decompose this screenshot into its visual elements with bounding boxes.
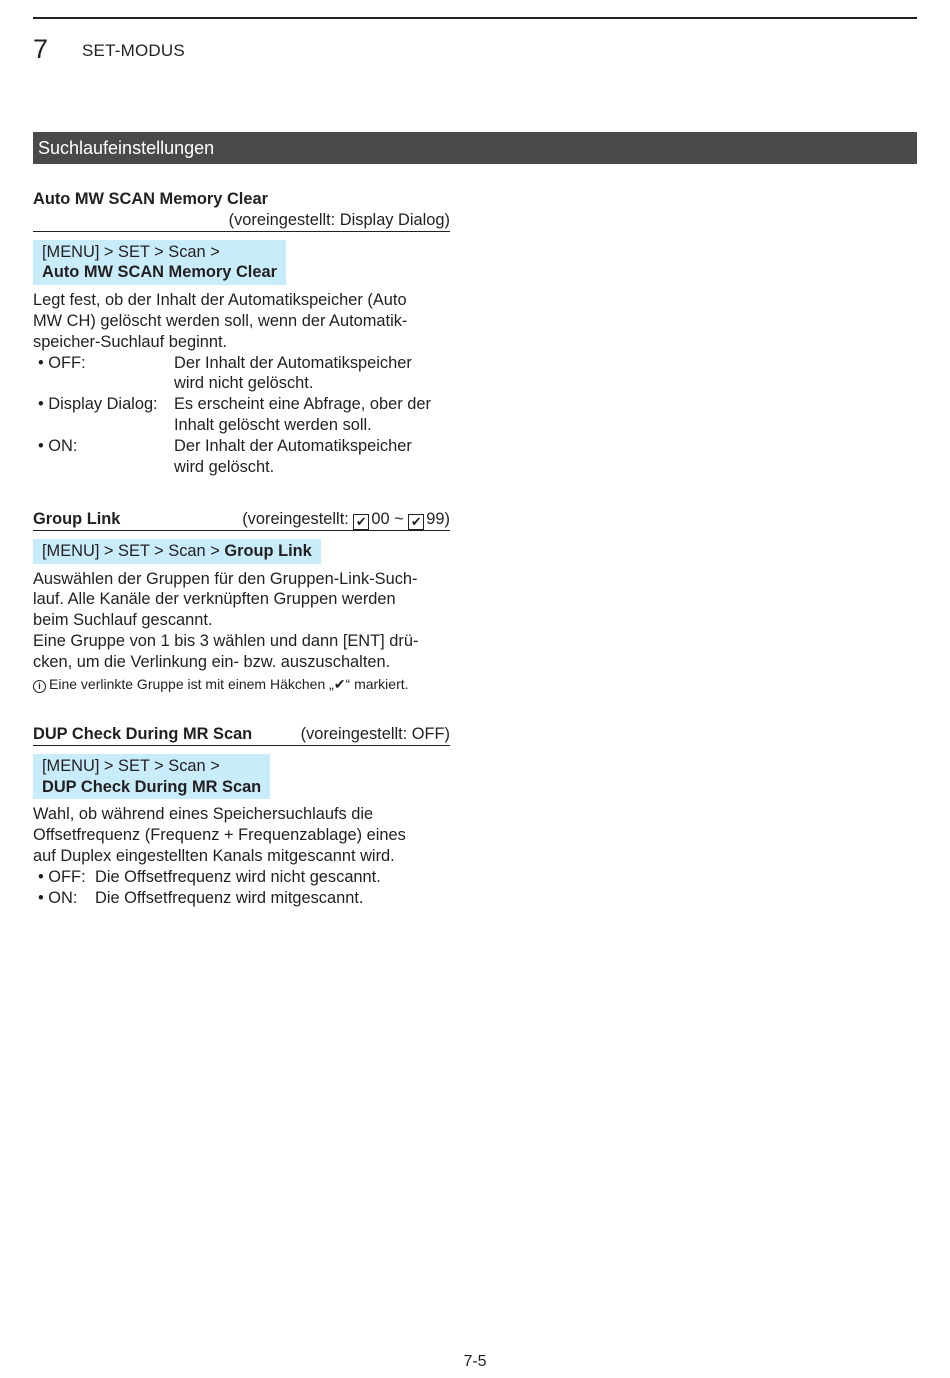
option-row [33,888,450,909]
top-rule [33,17,917,19]
description-line: Eine Gruppe von 1 bis 3 wählen und dann [ENT] drü- [33,631,419,650]
description-line: Wahl, ob während eines Speichersuchlaufs die [33,805,374,824]
option-value-line: wird gelöscht. [174,457,275,476]
checkmark-icon: ✔ [408,514,424,530]
default-to: 99) [426,509,450,528]
description-line: beim Suchlauf gescannt. [33,611,213,630]
item-default: (voreingestellt: Display Dialog) [228,210,450,229]
default-prefix: (voreingestellt: [242,509,349,528]
default-from: 00 ~ [371,509,404,528]
option-value-line: Inhalt gelöscht werden soll. [174,415,372,434]
menu-path: [MENU] > SET > Scan > [42,756,220,775]
checkmark-icon: ✔ [353,514,369,530]
option-value-line: Es erscheint eine Abfrage, ober der [174,395,431,414]
menu-target: Group Link [224,541,312,560]
option-value [174,436,450,478]
option-value-line: Der Inhalt der Automatikspeicher [174,436,412,455]
chapter-number: 7 [33,34,49,64]
item-dup-check-during-mr-scan [33,724,450,908]
option-row [33,394,450,436]
option-key: • ON: [38,888,78,907]
info-icon: i [33,680,46,693]
item-title: DUP Check During MR Scan [33,725,253,743]
item-title: Auto MW SCAN Memory Clear [33,190,268,208]
item-group-link [33,509,450,693]
option-value-line: wird nicht gelöscht. [174,374,314,393]
note-text: Eine verlinkte Gruppe ist mit einem Häkchen „✔“ markiert. [49,675,409,692]
item-default: (voreingestellt: OFF) [300,725,450,743]
option-row [33,436,450,478]
option-row [33,867,450,888]
option-row [33,353,450,395]
description-line: Legt fest, ob der Inhalt der Automatikspeicher (Auto [33,291,407,310]
menu-target: DUP Check During MR Scan [42,777,262,796]
item-default [242,509,450,530]
option-key: • Display Dialog: [38,395,158,414]
option-value: Die Offsetfrequenz wird mitgescannt. [95,888,364,907]
option-key: • OFF: [38,867,86,886]
item-description [33,290,450,352]
item-title: Group Link [33,510,121,528]
menu-path: [MENU] > SET > Scan > [42,242,220,261]
menu-path-box [33,539,321,564]
item-description [33,804,450,866]
description-line: Offsetfrequenz (Frequenz + Frequenzablage) eines [33,826,406,845]
menu-path-box [33,240,286,286]
description-line: cken, um die Verlinkung ein- bzw. auszuschalten. [33,652,391,671]
option-value [174,353,450,395]
menu-path: [MENU] > SET > Scan > [42,541,220,560]
chapter-title: SET-MODUS [82,41,185,60]
item-header [33,189,450,232]
item-description [33,569,450,673]
description-line: lauf. Alle Kanäle der verknüpften Gruppen werden [33,590,396,609]
option-value: Die Offsetfrequenz wird nicht gescannt. [95,867,381,886]
description-line: auf Duplex eingestellten Kanals mitgescannt wird. [33,846,395,865]
option-key: • OFF: [38,353,86,372]
description-line: Auswählen der Gruppen für den Gruppen-Link-Such- [33,569,418,588]
section-title: Suchlaufeinstellungen [33,132,917,164]
item-header [33,724,450,746]
option-value-line: Der Inhalt der Automatikspeicher [174,353,412,372]
option-value [174,394,450,436]
item-header [33,509,450,531]
menu-target: Auto MW SCAN Memory Clear [42,263,277,282]
option-key: • ON: [38,436,78,455]
info-note [33,675,450,693]
description-line: MW CH) gelöscht werden soll, wenn der Automatik- [33,311,408,330]
page-number: 7-5 [463,1353,487,1370]
description-line: speicher-Suchlauf beginnt. [33,332,228,351]
item-auto-mw-scan-memory-clear [33,189,450,477]
menu-path-box [33,754,270,800]
